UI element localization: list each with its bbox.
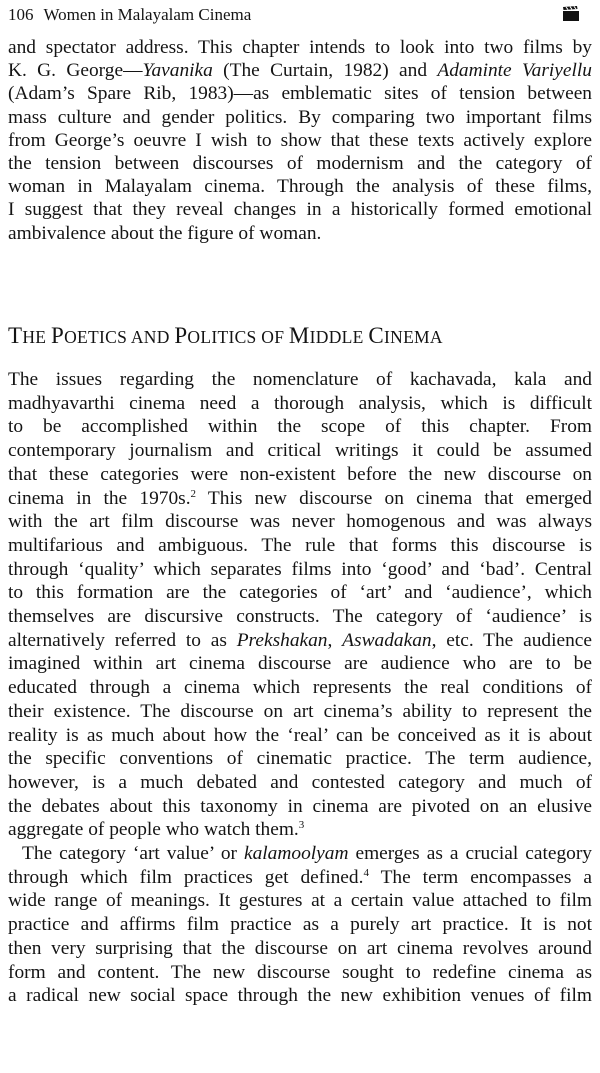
text-line: ambivalence about the figure of woman. [8, 222, 322, 244]
film-clapper-icon [562, 6, 580, 21]
text-line: cinema in the 1970s.$^2$ This new discourse on cinema that emerged [8, 487, 592, 509]
heading-word: POETICS AND [50, 323, 175, 348]
text-line: K. G. George—Yavanika (The Curtain, 1982) and Adaminte Variyellu [8, 60, 592, 82]
text-line: a radical new social space through the new exhibition venues of film [8, 985, 592, 1007]
text-line: with the art film discourse was never homogenous and was always [8, 511, 592, 533]
footnote-marker: 4 [363, 866, 369, 879]
text-line: multifarious and ambiguous. The rule that forms this discourse is [8, 534, 592, 556]
text-line: to be accomplished within the scope of this chapter. From [8, 416, 592, 438]
text-line: from George’s oeuvre I wish to show that these texts actively explore [8, 129, 592, 151]
text-line: (Adam’s Spare Rib, 1983)—as emblematic sites of tension between [8, 83, 592, 105]
text-line: practice and affirms film practice as a purely art practice. It is not [8, 914, 592, 936]
text-line: educated through a cinema which represents the real conditions of [8, 677, 592, 699]
text-line: however, is a much debated and contested category and much of [8, 771, 592, 793]
intro-paragraph [8, 36, 592, 245]
heading-word: THE [8, 323, 51, 348]
text-line: themselves are discursive constructs. The category of ‘audience’ is [8, 606, 592, 628]
section-heading [8, 323, 592, 349]
term: Prekshakan [236, 629, 328, 651]
text-line: woman in Malayalam cinema. Through the analysis of these films, [8, 176, 592, 198]
text-line: then very surprising that the discourse on art cinema revolves around [8, 937, 592, 959]
text-line: their existence. The discourse on art cinema’s ability to represent the [8, 700, 592, 722]
term: Aswadakan [342, 629, 432, 651]
text-line: alternatively referred to as Prekshakan, Aswadakan, etc. The audience [8, 629, 592, 651]
text-line: I suggest that they reveal changes in a historically formed emotional [8, 199, 592, 221]
text-line: form and content. The new discourse sought to redefine cinema as [8, 961, 592, 983]
text-line: contemporary journalism and critical writings it could be assumed [8, 440, 592, 462]
footnote-marker: 2 [190, 487, 197, 500]
term: kalamoolyam [243, 843, 349, 865]
heading-word: CINEMA [368, 323, 443, 348]
text-line: that these categories were non-existent before the new discourse on [8, 463, 592, 485]
footnote-marker: 3 [298, 819, 305, 832]
text-line: reality is as much about how the ‘real’ can be conceived as it is about [8, 724, 592, 746]
text-line: through which film practices get defined.$^4$ The term encompasses a [8, 866, 592, 888]
text-line: madhyavarthi cinema need a thorough analysis, which is difficult [8, 392, 592, 414]
heading-word: POLITICS OF [174, 323, 289, 348]
text-line: the tension between discourses of modernism and the category of [8, 153, 592, 175]
film-title: Yavanika [142, 60, 213, 82]
running-title: Women in Malayalam Cinema [43, 5, 252, 24]
film-title: Adaminte Variyellu [437, 60, 592, 82]
text-line: through ‘quality’ which separates films into ‘good’ and ‘bad’. Central [8, 558, 592, 580]
section-body [8, 368, 592, 1008]
text-line: the debates about this taxonomy in cinema are pivoted on an elusive [8, 795, 592, 817]
text-line: and spectator address. This chapter intends to look into two films by [8, 37, 592, 58]
text-line: imagined within art cinema discourse are audience who are to be [8, 653, 592, 675]
text-line: the specific conventions of cinematic practice. The term audience, [8, 748, 592, 770]
text-line: aggregate of people who watch them.$^3$ [8, 819, 305, 841]
text-line: mass culture and gender politics. By comparing two important films [8, 106, 592, 128]
text-line: wide range of meanings. It gestures at a certain value attached to film [8, 890, 592, 912]
text-line: The issues regarding the nomenclature of kachavada, kala and [8, 369, 592, 390]
text-line: to this formation are the categories of ‘art’ and ‘audience’, which [8, 582, 592, 604]
text-line: The category ‘art value’ or kalamoolyam emerges as a crucial category [22, 843, 592, 865]
running-header [8, 2, 592, 28]
page-number: 106 [8, 5, 34, 24]
heading-word: MIDDLE [288, 323, 369, 348]
